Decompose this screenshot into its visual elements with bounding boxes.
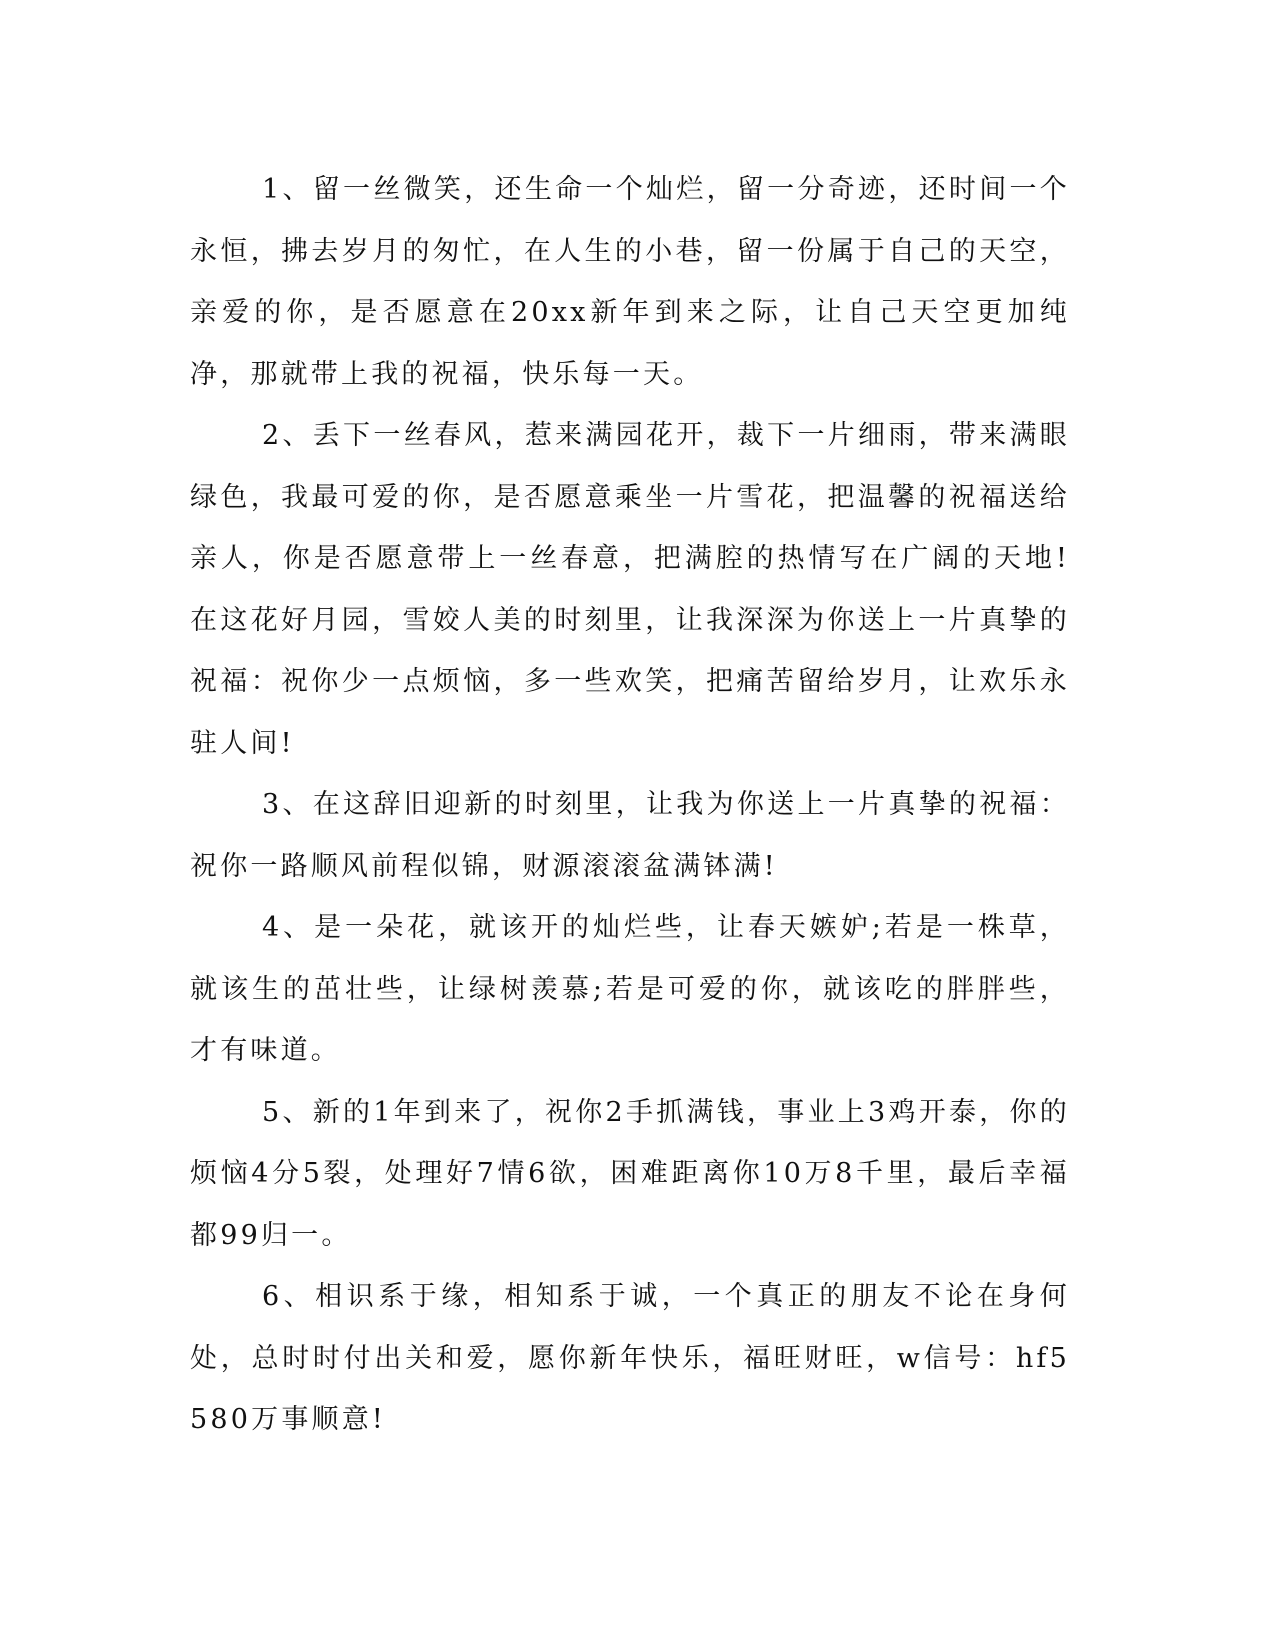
paragraph-4: 4、是一朵花，就该开的灿烂些，让春天嫉妒;若是一株草，就该生的茁壮些，让绿树羡慕;若是可爱的你，就该吃的胖胖些，才有味道。: [190, 912, 1070, 1066]
paragraph-1: 1、留一丝微笑，还生命一个灿烂，留一分奇迹，还时间一个永恒，拂去岁月的匆忙，在人生的小巷，留一份属于自己的天空，亲爱的你，是否愿意在20xx新年到来之际，让自己天空更加纯净，那就带上我的祝福，快乐每一天。: [190, 174, 1070, 390]
paragraph-6: 6、相识系于缘，相知系于诚，一个真正的朋友不论在身何处，总时时付出关和爱，愿你新年快乐，福旺财旺，w信号：hf5580万事顺意!: [190, 1281, 1070, 1435]
paragraph-2: 2、丢下一丝春风，惹来满园花开，裁下一片细雨，带来满眼绿色，我最可爱的你，是否愿意乘坐一片雪花，把温馨的祝福送给亲人，你是否愿意带上一丝春意，把满腔的热情写在广阔的天地!在这花好月园，雪姣人美的时刻里，让我深深为你送上一片真挚的祝福：祝你少一点烦恼，多一些欢笑，把痛苦留给岁月，让欢乐永驻人间!: [190, 420, 1070, 759]
paragraph-3: 3、在这辞旧迎新的时刻里，让我为你送上一片真挚的祝福：祝你一路顺风前程似锦，财源滚滚盆满钵满!: [190, 789, 1070, 882]
paragraph-5: 5、新的1年到来了，祝你2手抓满钱，事业上3鸡开泰，你的烦恼4分5裂，处理好7情6欲，困难距离你10万8千里，最后幸福都99归一。: [190, 1096, 1070, 1251]
document-body: [190, 159, 1070, 1451]
